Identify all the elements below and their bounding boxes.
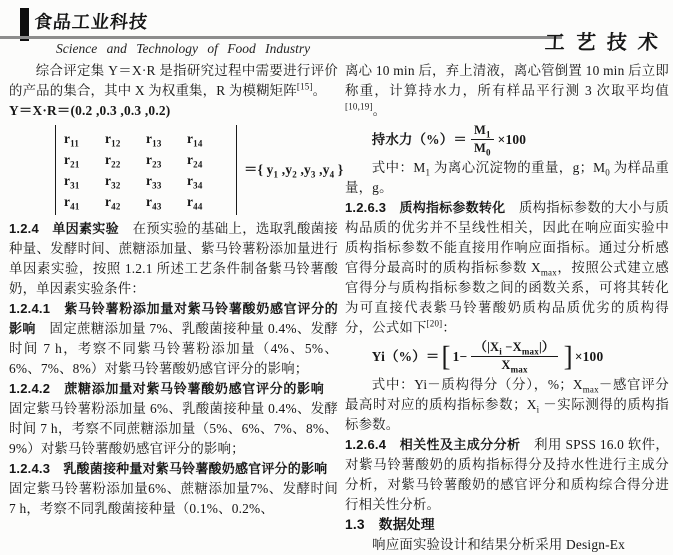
section-1-2-4-3	[9, 459, 341, 519]
section-1-2-4-2-title: 1.2.4.2 蔗糖添加量对紫马铃薯酸奶感官评分的影响	[9, 381, 325, 396]
right-column	[345, 61, 669, 552]
section-1-2-4-2-body: 固定紫马铃薯粉添加量 6%、乳酸菌接种量 0.4%、发酵时间 7 h，考察不同蔗糖添加量（5%、6%、7%、8%、9%）对紫马铃薯酸奶感官评分的影响；	[9, 381, 338, 456]
matrix-cell: $r_{44}$	[187, 194, 203, 212]
section-1-2-4-3-title: 1.2.4.3 乳酸菌接种量对紫马铃薯酸奶感官评分的影响	[9, 461, 328, 476]
matrix	[55, 125, 237, 215]
fuzzy-matrix-equation	[55, 125, 344, 215]
matrix-row	[64, 191, 228, 212]
matrix-cell: $r_{12}$	[105, 131, 121, 149]
matrix-cell: $r_{13}$	[146, 131, 162, 149]
left-column	[9, 61, 344, 519]
section-1-2-6-3-body: 质构指标参数的大小与质构品质的优劣并不呈线性相关，因此在响应面实验中质构指标参数不能直接用作响应面指标。通过分析感官得分最高时的质构指标参数 $X_{max}$，按照公式建立感官得分与质构指标参数之间的函数关系，可将其转化为可直接代表紫马铃薯酸奶质构品质优劣的质构得分，公式如下[20]：	[345, 200, 669, 335]
matrix-cell: $r_{11}$	[64, 131, 80, 149]
header-rule	[0, 36, 562, 39]
paragraph-whc-note: 式中：$M_1$ 为离心沉淀物的重量，g；$M_0$ 为样品重量，g。	[345, 160, 669, 195]
section-1-2-6-4	[345, 435, 669, 515]
section-1-2-6-4-body: 利用 SPSS 16.0 软件，对紫马铃薯酸奶的质构指标得分及持水性进行主成分分析，对紫马铃薯酸奶的感官评分和质构综合得分进行相关性分析。	[345, 437, 669, 512]
yi-open-bracket: [	[441, 340, 451, 372]
matrix-cell: $r_{33}$	[146, 173, 162, 191]
whc-numerator: $M_1$	[471, 123, 494, 140]
yi-fraction	[471, 340, 557, 373]
whc-fraction	[471, 123, 494, 156]
formula-water-holding	[372, 123, 669, 156]
whc-rhs: ×100	[497, 131, 527, 147]
whc-denominator: $M_0$	[473, 141, 491, 158]
formula-texture-score	[372, 340, 669, 373]
matrix-cell: $r_{42}$	[105, 194, 121, 212]
matrix-row	[64, 128, 228, 149]
section-1-2-4-1-body: 固定蔗糖添加量 7%、乳酸菌接种量 0.4%、发酵时间 7 h，考察不同紫马铃薯粉添加量（4%、5%、6%、7%、8%）对紫马铃薯酸奶感官评分的影响；	[9, 321, 338, 376]
section-1-2-6-3-title: 1.2.6.3 质构指标参数转化	[345, 200, 506, 215]
paragraph-yi-note: 式中：Yi－质构得分（分），%；$X_{max}-$感官评分最高时对应的质构指标参数；$X_i$ －实际测得的质构指标参数。	[345, 377, 669, 432]
section-1-2-4	[9, 219, 338, 299]
matrix-cell: $r_{24}$	[187, 152, 203, 170]
formula-weight-vector: Y＝X·R＝(0.2 ,0.3 ,0.3 ,0.2)	[9, 103, 171, 118]
section-1-2-4-body: 在预实验的基础上，选取乳酸菌接种量、发酵时间、蔗糖添加量、紫马铃薯粉添加量进行单因素实验，按照 1.2.1 所述工艺条件制备紫马铃薯酸奶，单因素实验条件：	[9, 221, 338, 296]
yi-close-bracket: ]	[563, 340, 573, 372]
section-1-2-6-4-title: 1.2.6.4 相关性及主成分分析	[345, 437, 521, 452]
paragraph-fuzzy-set: 综合评定集 Y＝X·R 是指研究过程中需要进行评价的产品的集合，其中 X 为权重集，R 为模糊矩阵[15]。	[9, 63, 338, 98]
whc-lhs: 持水力（%）＝	[371, 131, 467, 147]
paragraph-centrifuge: 离心 10 min 后，弃上清液，离心管倒置 10 min 后立即称重，计算持水力，所有样品平行测 3 次取平均值[10,19]。	[345, 63, 669, 118]
matrix-result: ＝{ $y_1$ $,y_2$ $,y_3$ $,y_4$ }	[244, 162, 344, 180]
matrix-cell: $r_{21}$	[64, 152, 80, 170]
section-1-2-4-1	[9, 299, 338, 379]
yi-denominator: $X_{max}$	[501, 358, 528, 375]
yi-lhs: Yi（%）＝	[371, 348, 440, 364]
matrix-cell: $r_{41}$	[64, 194, 80, 212]
matrix-cell: $r_{43}$	[146, 194, 162, 212]
matrix-cell: $r_{34}$	[187, 173, 203, 191]
yi-rhs: ×100	[574, 348, 604, 364]
section-1-2-4-title: 1.2.4 单因素实验	[9, 221, 119, 236]
matrix-cell: $r_{22}$	[105, 152, 121, 170]
yi-one-minus: 1−	[452, 348, 468, 364]
section-1-2-4-3-body: 固定紫马铃薯粉添加量6%、蔗糖添加量7%、发酵时间 7 h，考察不同乳酸菌接种量（0.1%、0.2%、	[9, 461, 341, 516]
matrix-row	[64, 170, 228, 191]
section-1-2-4-2	[9, 379, 338, 459]
section-1-2-6-3	[345, 198, 669, 338]
journal-logo: 食品工业科技	[31, 8, 158, 38]
matrix-cell: $r_{14}$	[187, 131, 203, 149]
section-1-3-heading: 1.3 数据处理	[345, 517, 435, 532]
section-1-2-4-1-title: 1.2.4.1 紫马铃薯粉添加量对紫马铃薯酸奶感官评分的影响	[9, 301, 338, 336]
clipped-bottom-line	[345, 535, 669, 552]
clipped-bottom-text: 响应面实验设计和结果分析采用 Design-Ex	[345, 537, 626, 552]
matrix-cell: $r_{23}$	[146, 152, 162, 170]
matrix-row	[64, 149, 228, 170]
section-label: 工艺技术	[544, 32, 670, 54]
matrix-cell: $r_{31}$	[64, 173, 80, 191]
matrix-cell: $r_{32}$	[105, 173, 121, 191]
yi-numerator: $(|X_i -X_{max}|)$	[471, 340, 557, 357]
journal-subtitle: Science and Technology of Food Industry	[56, 41, 311, 56]
